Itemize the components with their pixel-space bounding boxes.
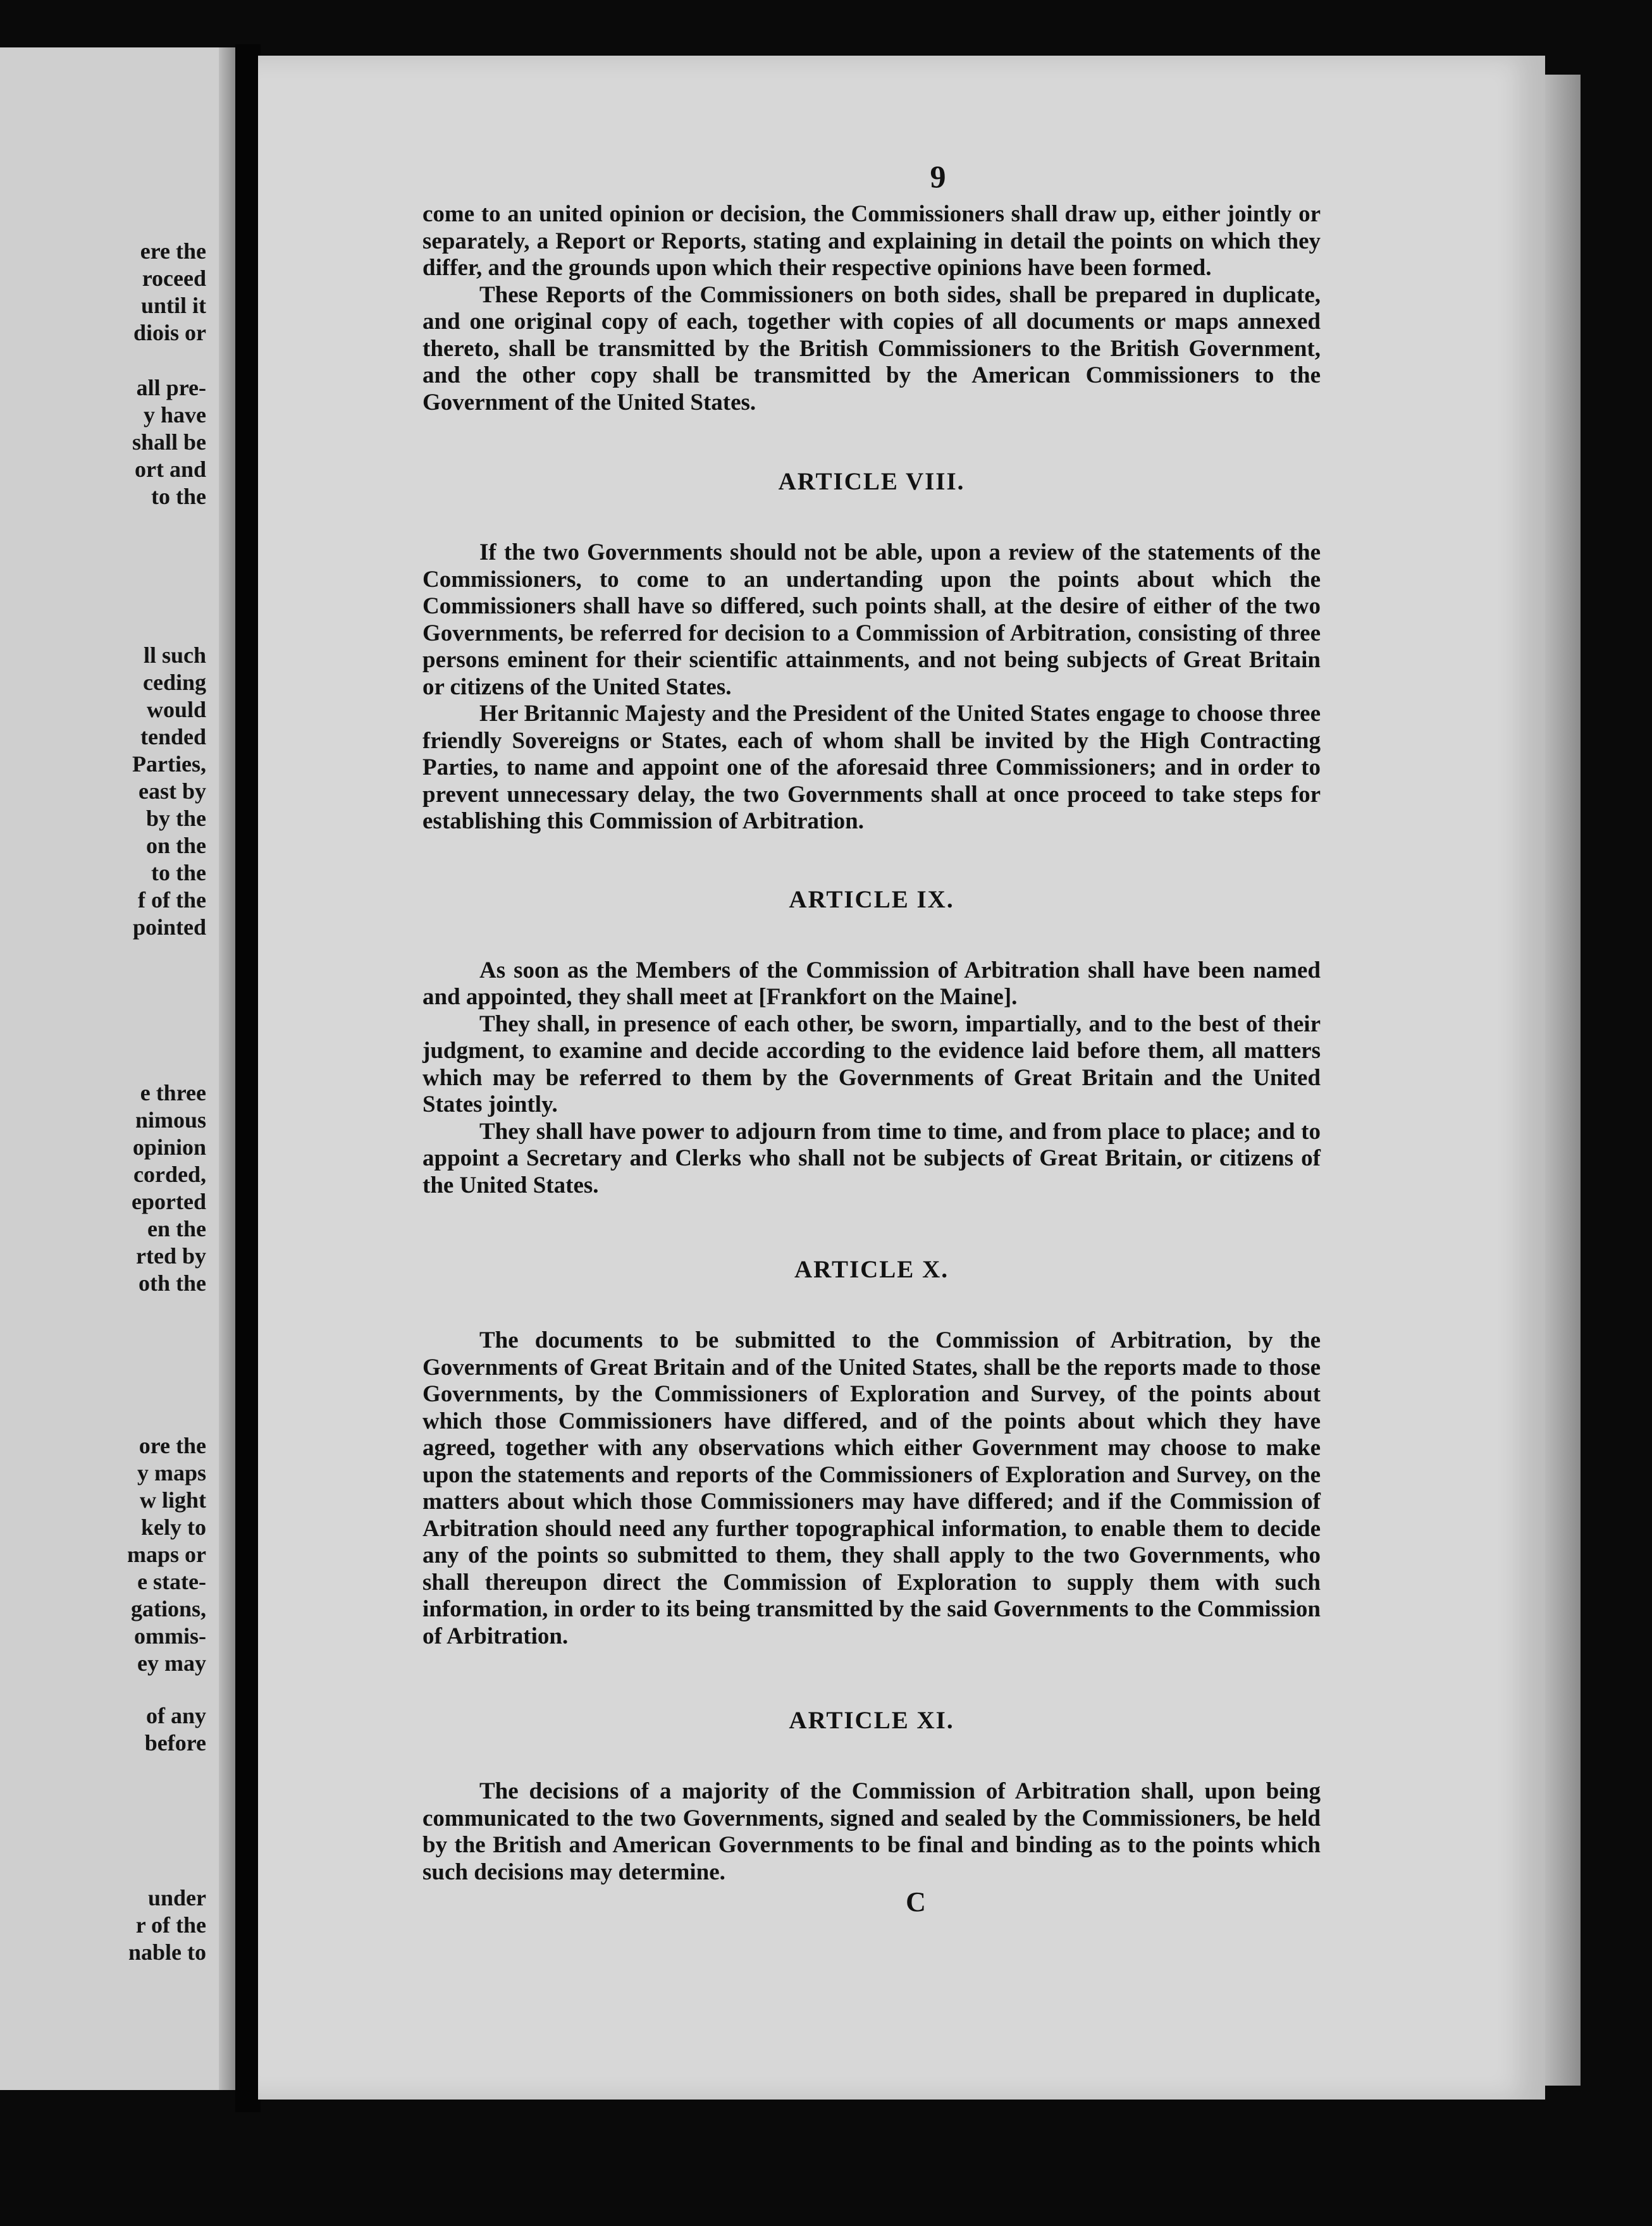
left-line: to the (151, 484, 206, 509)
article-8-paragraph-2: Her Britannic Majesty and the President of the United States engage to choose three friendly Sovereigns or States, each of whom shall be invited by the High Contracting Parties, to name and appoint one of the aforesaid three Commissioners; and in order to prevent unnecessary delay, the two Governments shall at once proceed to take steps for establishing this Commission of Arbitration. (422, 701, 1321, 834)
left-line: w light (139, 1487, 206, 1513)
left-line: ere the (140, 238, 206, 264)
left-line: ommis- (134, 1623, 206, 1649)
left-line: ll such (143, 643, 206, 668)
left-line: east by (139, 778, 206, 804)
article-8-paragraph-1: If the two Governments should not be able, upon a review of the statements of the Commissioners, to come to an undertanding upon the points about which the Commissioners shall have so differed, such points shall, at the desire of either of the two Governments, be referred for decision to a Commission of Arbitration, consisting of three persons eminent for their scientific attainments, and not being subjects of Great Britain or citizens of the United States. (422, 539, 1321, 700)
left-line: corded, (133, 1162, 206, 1187)
article-10-heading: ARTICLE X. (794, 1256, 949, 1283)
left-line: Parties, (132, 751, 206, 777)
page-text (422, 161, 1321, 1916)
left-line: by the (145, 806, 206, 831)
left-line: y maps (137, 1460, 206, 1485)
left-line: tended (140, 724, 206, 749)
paragraph-continuation: come to an united opinion or decision, the Commissioners shall draw up, either jointly or separately, a Report or Reports, stating and explaining in detail the points on which they differ, and the grounds upon which their respective opinions have been formed. (422, 201, 1321, 281)
article-11-paragraph-1: The decisions of a majority of the Commission of Arbitration shall, upon being communicated to the two Governments, signed and sealed by the Commissioners, be held by the British and American Governments to be final and binding as to the points which such decisions may determine. (422, 1778, 1321, 1885)
article-9-paragraph-2: They shall, in presence of each other, be sworn, impartially, and to the best of their judgment, to examine and decide according to the evidence laid before them, all matters which may be referred to them by the Governments of Great Britain and the United States jointly. (422, 1011, 1321, 1117)
left-line: under (147, 1885, 206, 1910)
left-page-fragment (0, 47, 235, 2090)
article-10-paragraph-1: The documents to be submitted to the Commission of Arbitration, by the Governments of Great Britain and of the United States, shall be the reports made to those Governments, by the Commissioners of Exploration and Survey, of the points about which those Commissioners have differed, and of the points about which they have agreed, together with any observations which either Government may choose to make upon the statements and reports of the Commissioners of Exploration and Survey, on the matters about which those Commissioners may have differed; and if the Commission of Arbitration should need any further topographical information, to enable them to decide any of the points so submitted to them, they shall apply to the two Governments, who shall thereupon direct the Commission of Exploration to supply them with such information, in order to its being transmitted by the said Governments to the Commission of Arbitration. (422, 1327, 1321, 1649)
left-line: would (146, 697, 206, 722)
left-line: en the (147, 1216, 206, 1241)
left-line: diois or (133, 320, 206, 345)
left-line: oth the (139, 1270, 206, 1296)
paragraph-reports: These Reports of the Commissioners on both sides, shall be prepared in duplicate, and one original copy of each, together with copies of all documents or maps annexed thereto, shall be transmitted by the British Commissioners to the British Government, and the other copy shall be transmitted by the American Commissioners to the Government of the United States. (422, 281, 1321, 415)
article-9-paragraph-1: As soon as the Members of the Commission of Arbitration shall have been named and appointed, they shall meet at [Frankfort on the Maine]. (422, 957, 1321, 1010)
page-fold-shadow (219, 47, 235, 2090)
left-line: f of the (138, 887, 206, 913)
left-line: e state- (137, 1569, 206, 1594)
page-edge-shadow (1545, 75, 1581, 2086)
left-line: nable to (128, 1940, 206, 1965)
left-line: kely to (141, 1515, 206, 1540)
left-line: rted by (136, 1243, 206, 1269)
left-line: on the (145, 833, 206, 858)
left-line: of any (145, 1703, 206, 1728)
article-8-heading: ARTICLE VIII. (778, 468, 965, 495)
left-line: until it (140, 293, 206, 318)
document-page (258, 56, 1545, 2100)
left-line: shall be (132, 429, 206, 455)
left-line: to the (151, 860, 206, 885)
left-line: all pre- (136, 375, 206, 400)
left-line: ort and (134, 457, 206, 482)
signature-mark: C (906, 1886, 926, 1917)
left-line: r of the (135, 1912, 206, 1938)
article-9-paragraph-3: They shall have power to adjourn from time to time, and from place to place; and to appoint a Secretary and Clerks who shall not be subjects of Great Britain, or citizens of the United States. (422, 1118, 1321, 1198)
left-line: ceding (142, 670, 206, 695)
binding-gutter (235, 44, 261, 2112)
left-line: maps or (127, 1542, 206, 1567)
left-line: y have (144, 402, 206, 427)
left-line: ore the (139, 1433, 206, 1458)
article-9-heading: ARTICLE IX. (789, 885, 954, 913)
left-line: before (144, 1730, 206, 1756)
left-line: eported (132, 1189, 206, 1214)
page-number: 9 (930, 159, 946, 194)
left-line: pointed (132, 914, 206, 940)
left-line: e three (140, 1080, 206, 1105)
left-line: ey may (137, 1651, 206, 1676)
article-11-heading: ARTICLE XI. (789, 1707, 954, 1734)
left-line: opinion (132, 1135, 206, 1160)
left-line: nimous (135, 1107, 206, 1133)
left-line: gations, (130, 1596, 206, 1621)
left-line: roceed (142, 266, 206, 291)
